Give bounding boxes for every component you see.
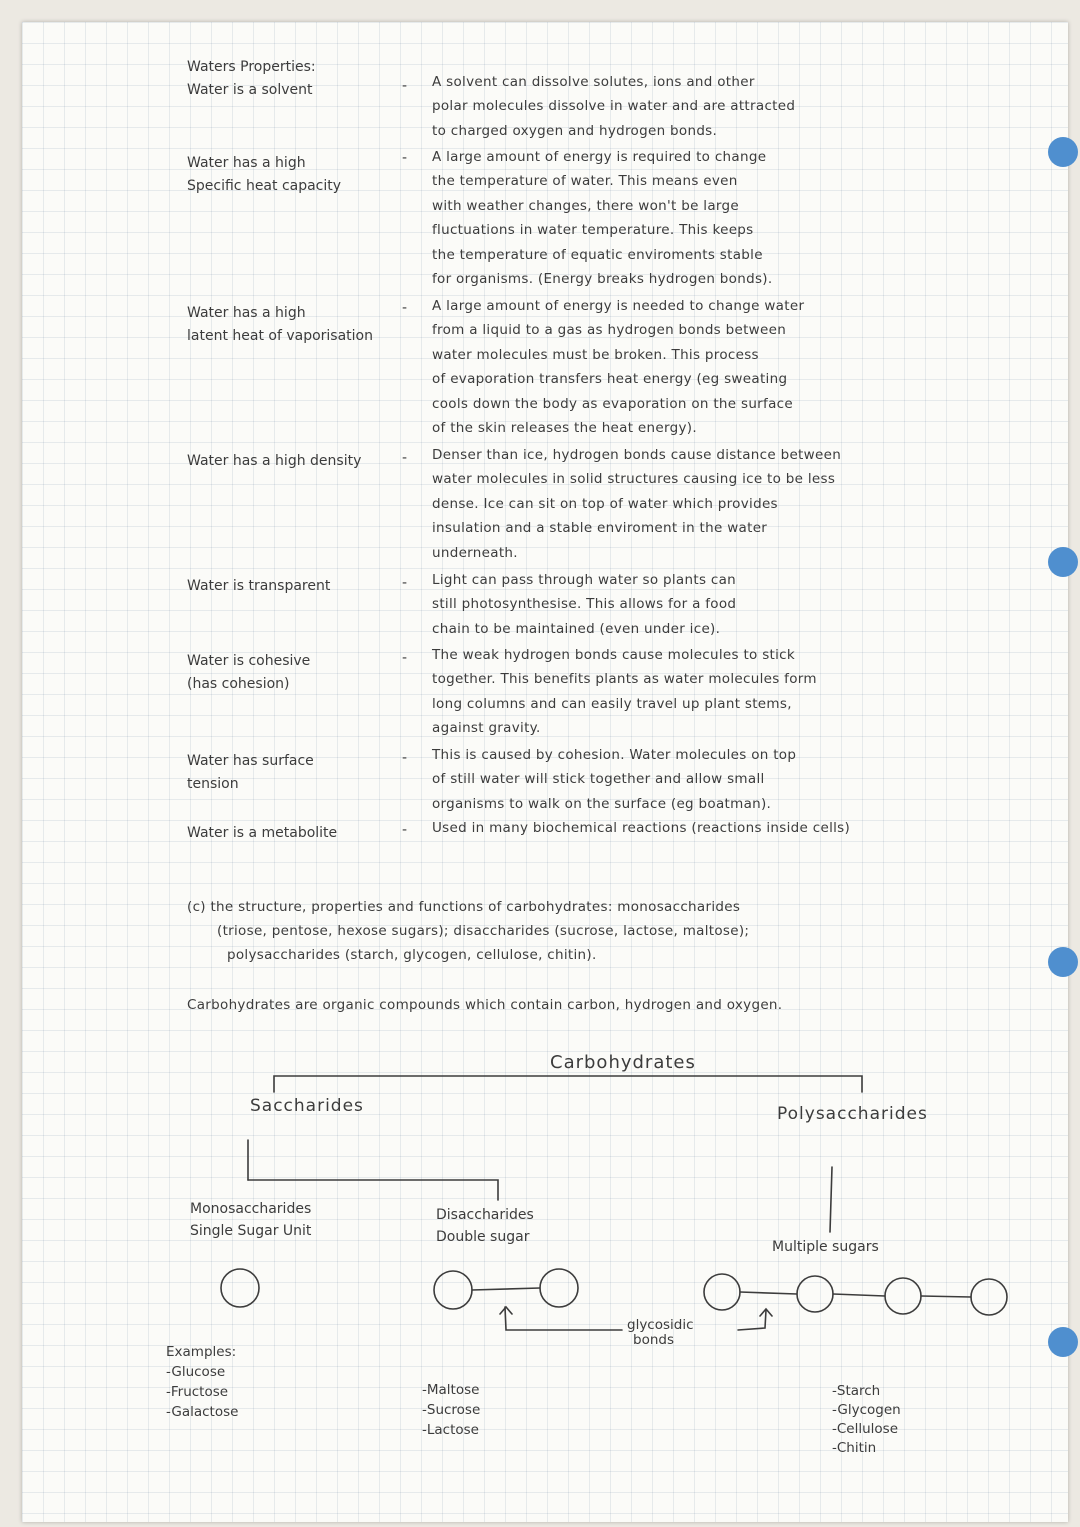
monosaccharide-ring bbox=[221, 1269, 259, 1307]
polysaccharide-ring-4 bbox=[971, 1279, 1007, 1315]
diagram-title: Carbohydrates bbox=[550, 1052, 696, 1073]
property-label-latent-heat: Water has a high latent heat of vaporisation bbox=[187, 305, 373, 344]
property-description-cohesive: The weak hydrogen bonds cause molecules to stick together. This benefits plants as water molecules form long columns and can easily travel up plant stems, against gravity. bbox=[432, 647, 817, 737]
property-description-transparent: Light can pass through water so plants can still photosynthesise. This allows for a food chain to be maintained (even under ice). bbox=[432, 572, 737, 637]
property-description-density: Denser than ice, hydrogen bonds cause distance between water molecules in solid structures causing ice to be less dense. Ice can sit on top of water which provides insulation and a stable enviroment in the water underneath. bbox=[432, 447, 842, 561]
disaccharide-ring-2 bbox=[540, 1269, 578, 1307]
polysaccharide-ring-3 bbox=[885, 1278, 921, 1314]
disaccharides-label: Disaccharides Double sugar bbox=[436, 1207, 534, 1245]
property-label-surface-tension: Water has surface tension bbox=[187, 753, 314, 792]
bullet-dash: - bbox=[402, 150, 408, 166]
bullet-dash: - bbox=[402, 450, 408, 466]
di-branch-line bbox=[248, 1180, 498, 1200]
property-description-solvent: A solvent can dissolve solutes, ions and other polar molecules dissolve in water and are attracted to charged oxygen and hydrogen bonds. bbox=[432, 74, 796, 139]
property-label-metabolite: Water is a metabolite bbox=[187, 825, 338, 841]
property-label-transparent: Water is transparent bbox=[187, 578, 331, 594]
property-label-solvent: Waters Properties: Water is a solvent bbox=[187, 59, 316, 98]
top-branch-line bbox=[274, 1076, 862, 1092]
polysaccharide-ring-2 bbox=[797, 1276, 833, 1312]
carbohydrates-definition: Carbohydrates are organic compounds which contain carbon, hydrogen and oxygen. bbox=[187, 997, 783, 1013]
polysaccharides-heading: Polysaccharides bbox=[777, 1104, 928, 1124]
monosaccharide-examples: Examples: -Glucose -Fructose -Galactose bbox=[166, 1344, 239, 1420]
property-description-surface-tension: This is caused by cohesion. Water molecules on top of still water will stick together and allow small organisms to walk on the surface (eg boatman). bbox=[432, 747, 797, 812]
property-label-specific-heat: Water has a high Specific heat capacity bbox=[187, 155, 342, 194]
bullet-dash: - bbox=[402, 650, 408, 666]
property-description-metabolite: Used in many biochemical reactions (reactions inside cells) bbox=[432, 820, 851, 836]
property-label-cohesive: Water is cohesive (has cohesion) bbox=[187, 653, 311, 692]
polysaccharide-bonds bbox=[740, 1292, 971, 1297]
bullet-dash: - bbox=[402, 300, 408, 316]
notebook-page bbox=[22, 22, 1068, 1522]
disaccharide-ring-1 bbox=[434, 1271, 472, 1309]
saccharides-heading: Saccharides bbox=[250, 1096, 364, 1116]
glycosidic-bonds-label: glycosidic bonds bbox=[627, 1317, 694, 1348]
carbohydrate-tree-diagram bbox=[22, 22, 1068, 1522]
property-label-density: Water has a high density bbox=[187, 453, 362, 469]
bullet-dash: - bbox=[402, 822, 408, 838]
disaccharide-examples: -Maltose -Sucrose -Lactose bbox=[422, 1382, 481, 1438]
monosaccharides-label: Monosaccharides Single Sugar Unit bbox=[190, 1201, 312, 1239]
property-description-latent-heat: A large amount of energy is needed to change water from a liquid to a gas as hydrogen bonds between water molecules must be broken. This process of evaporation transfers heat energy (eg sweating cools down the body as evaporation on the surface of the skin releases the heat energy). bbox=[432, 298, 805, 437]
bond-arrow-left bbox=[505, 1307, 622, 1330]
learning-objective: (c) the structure, properties and functions of carbohydrates: monosaccharides (triose, pentose, hexose sugars); disaccharides (sucrose, lactose, maltose); polysaccharides (starch, glycogen, cellulose, chitin). bbox=[187, 899, 750, 963]
polysaccharide-examples: -Starch -Glycogen -Cellulose -Chitin bbox=[832, 1383, 901, 1456]
multiple-sugars-label: Multiple sugars bbox=[772, 1239, 879, 1255]
polysaccharide-ring-1 bbox=[704, 1274, 740, 1310]
glycosidic-bond bbox=[472, 1288, 540, 1290]
bullet-dash: - bbox=[402, 78, 408, 94]
property-description-specific-heat: A large amount of energy is required to change the temperature of water. This means even with weather changes, there won't be large fluctuations in water temperature. This keeps the temperature of equatic enviroments stable for organisms. (Energy breaks hydrogen bonds). bbox=[432, 149, 773, 288]
bullet-dash: - bbox=[402, 575, 408, 591]
bullet-dash: - bbox=[402, 750, 408, 766]
poly-stem bbox=[830, 1167, 832, 1232]
